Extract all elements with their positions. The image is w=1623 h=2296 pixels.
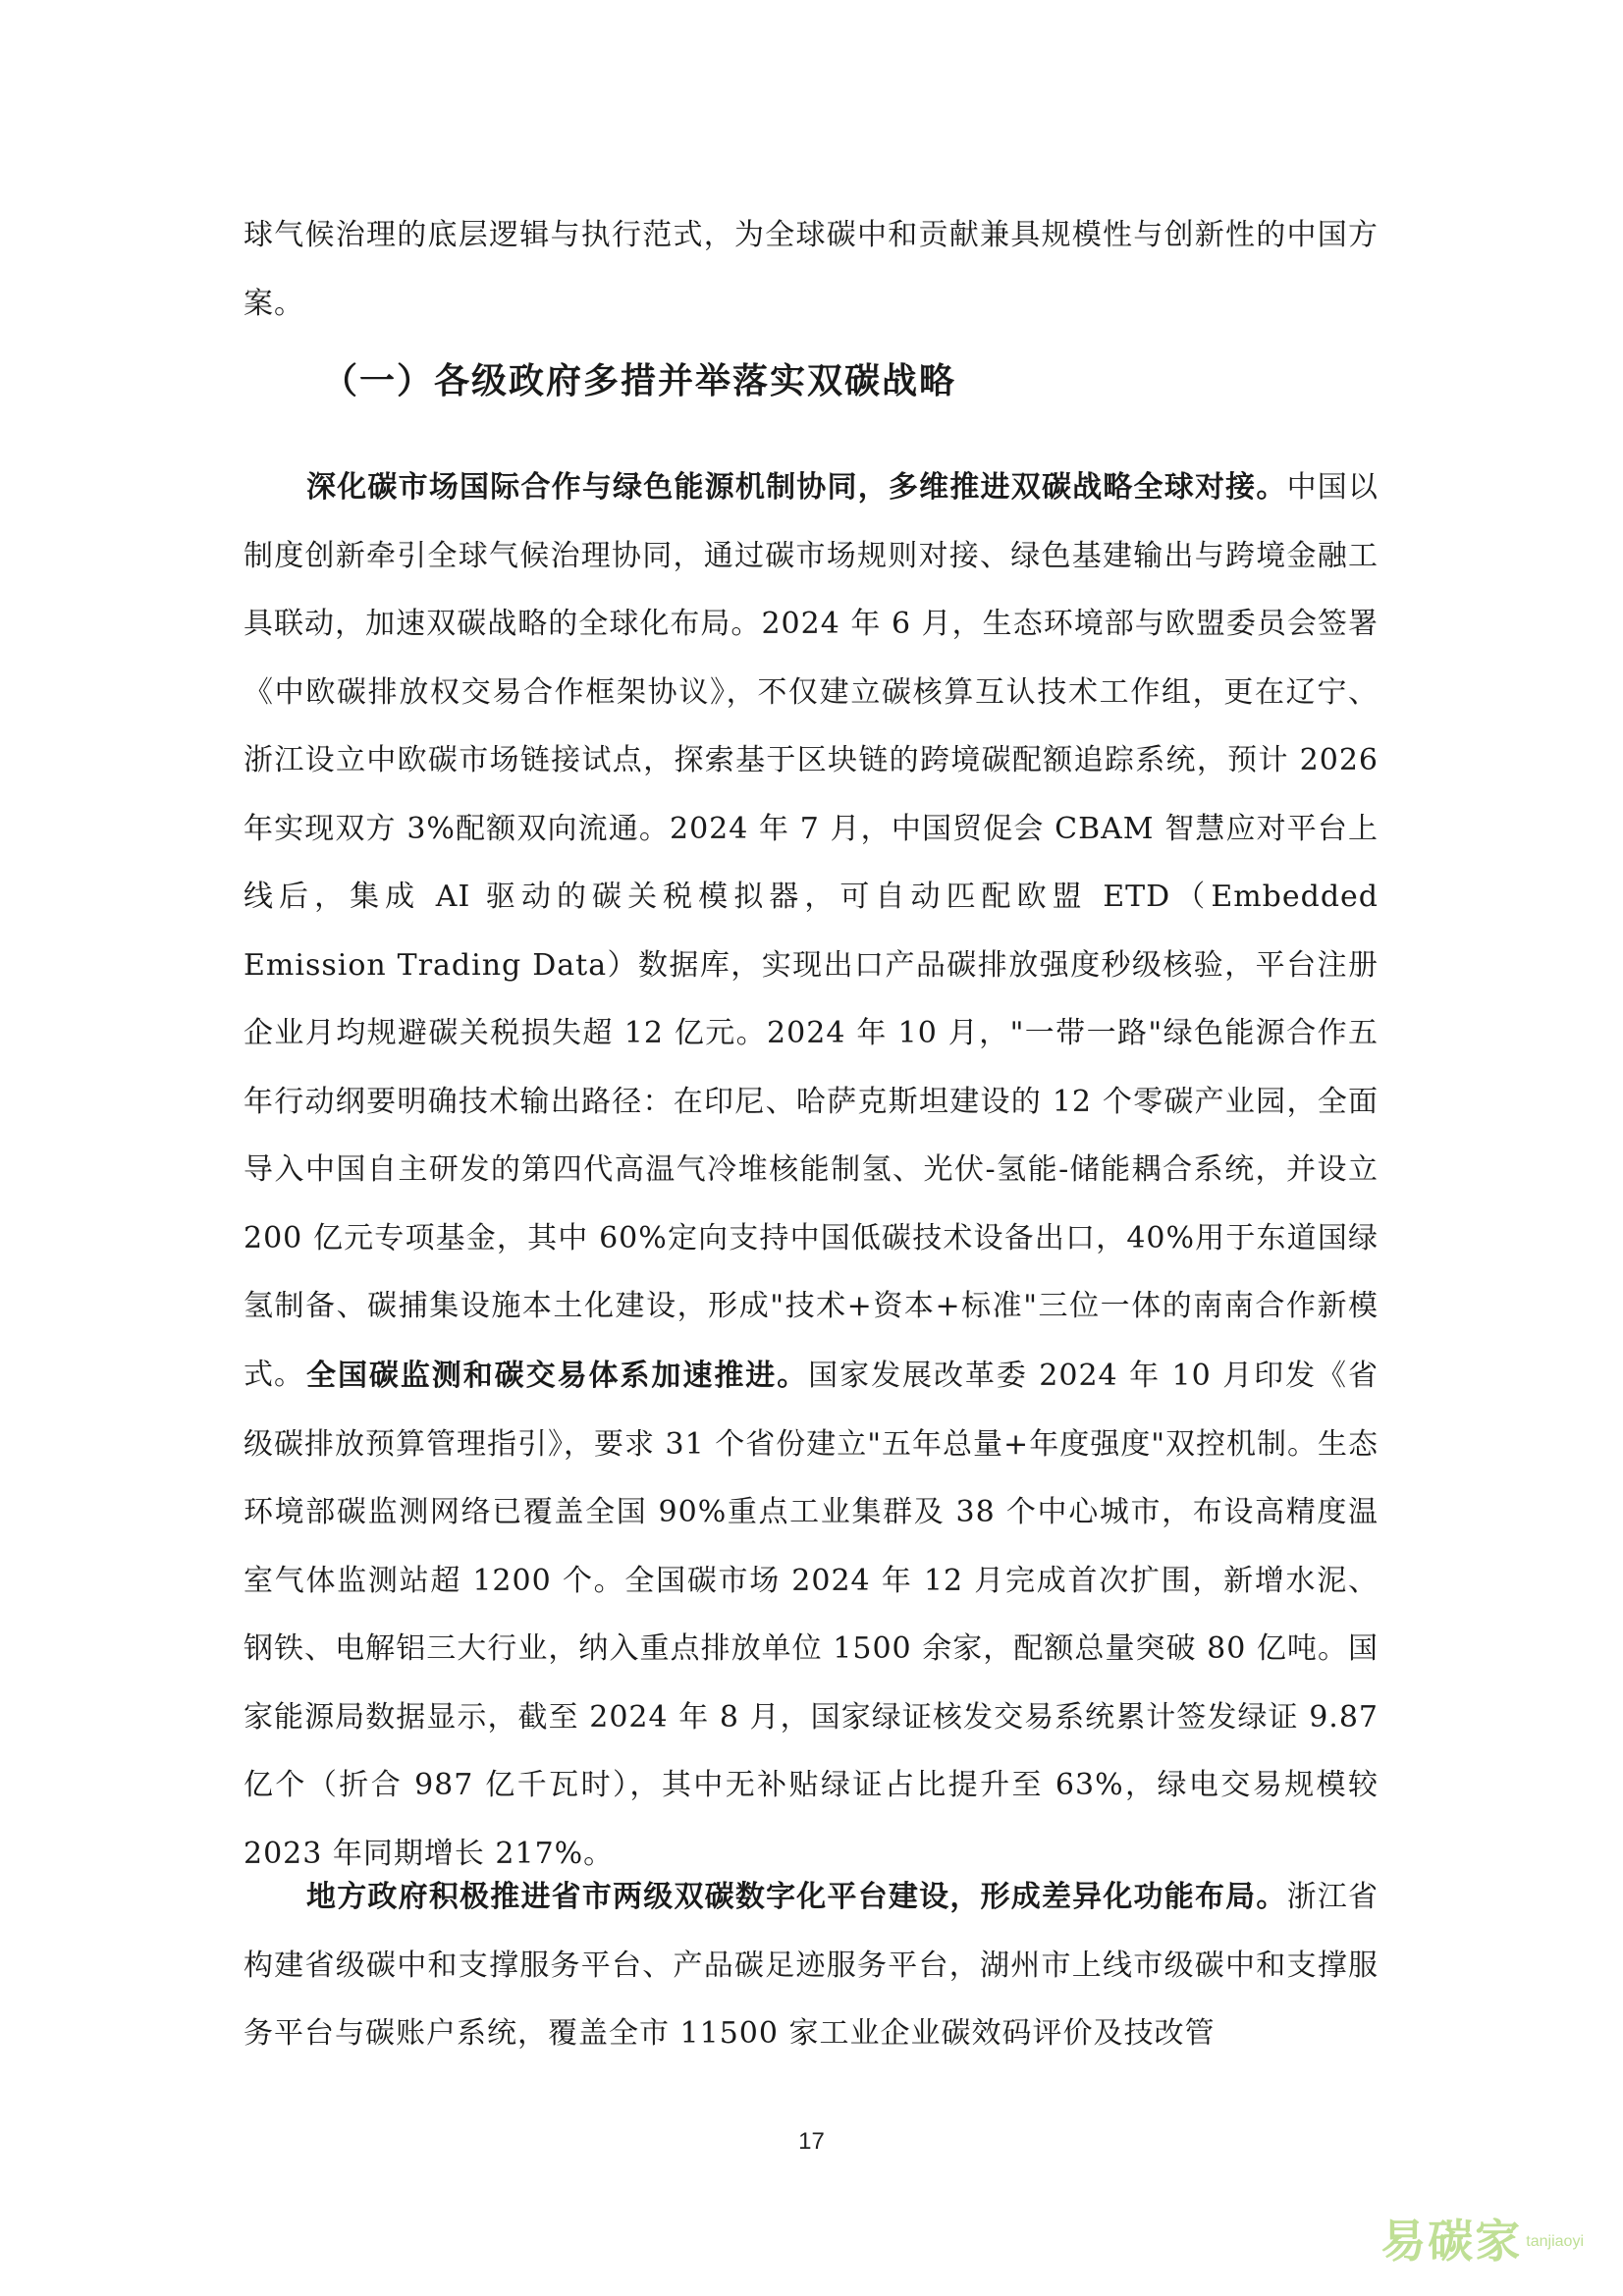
- paragraph-local-platforms: [243, 1863, 1379, 2068]
- paragraph-carbon-market-cooperation: [243, 454, 1379, 1409]
- paragraph-body: 中国以制度创新牵引全球气候治理协同，通过碳市场规则对接、绿色基建输出与跨境金融工具联动，加速双碳战略的全球化布局。2024 年 6 月，生态环境部与欧盟委员会签署《中欧碳排放权交易合作框架协议》，不仅建立碳核算互认技术工作组，更在辽宁、浙江设立中欧碳市场链接试点，探索基于区块链的跨境碳配额追踪系统，预计 2026 年实现双方 3%配额双向流通。2024 年 7 月，中国贸促会 CBAM 智慧应对平台上线后，集成 AI 驱动的碳关税模拟器，可自动匹配欧盟 ETD（Embedded Emission Trading Data）数据库，实现出口产品碳排放强度秒级核验，平台注册企业月均规避碳关税损失超 12 亿元。2024 年 10 月，"一带一路"绿色能源合作五年行动纲要明确技术输出路径：在印尼、哈萨克斯坦建设的 12 个零碳产业园，全面导入中国自主研发的第四代高温气冷堆核能制氢、光伏-氢能-储能耦合系统，并设立 200 亿元专项基金，其中 60%定向支持中国低碳技术设备出口，40%用于东道国绿氢制备、碳捕集设施本土化建设，形成"技术+资本+标准"三位一体的南南合作新模式。: [243, 470, 1380, 1392]
- page-number: 17: [798, 2128, 825, 2155]
- paragraph-body: 浙江省构建省级碳中和支撑服务平台、产品碳足迹服务平台，湖州市上线市级碳中和支撑服务平台与碳账户系统，覆盖全市 11500 家工业企业碳效码评价及技改管: [243, 1880, 1380, 2051]
- paragraph-lead: 深化碳市场国际合作与绿色能源机制协同，多维推进双碳战略全球对接。: [306, 470, 1287, 505]
- paragraph-carbon-monitoring: [243, 1342, 1379, 1888]
- paragraph-lead: 全国碳监测和碳交易体系加速推进。: [306, 1359, 809, 1393]
- watermark-logo-text: 易碳家: [1380, 2215, 1523, 2268]
- paragraph-body: 国家发展改革委 2024 年 10 月印发《省级碳排放预算管理指引》，要求 31 个省份建立"五年总量+年度强度"双控机制。生态环境部碳监测网络已覆盖全国 90%重点工业集群及 38 个中心城市，布设高精度温室气体监测站超 1200 个。全国碳市场 2024 年 12 月完成首次扩围，新增水泥、钢铁、电解铝三大行业，纳入重点排放单位 1500 余家，配额总量突破 80 亿吨。国家能源局数据显示，截至 2024 年 8 月，国家绿证核发交易系统累计签发绿证 9.87 亿个（折合 987 亿千瓦时），其中无补贴绿证占比提升至 63%，绿电交易规模较 2023 年同期增长 217%。: [243, 1359, 1380, 1871]
- intro-paragraph: 球气候治理的底层逻辑与执行范式，为全球碳中和贡献兼具规模性与创新性的中国方案。: [243, 218, 1379, 321]
- paragraph-lead: 地方政府积极推进省市两级双碳数字化平台建设，形成差异化功能布局。: [306, 1880, 1287, 1914]
- section-heading: （一）各级政府多措并举落实双碳战略: [322, 361, 957, 401]
- watermark-logo: [1380, 2206, 1584, 2270]
- watermark-domain-text: tanjiaoyi: [1526, 2233, 1584, 2250]
